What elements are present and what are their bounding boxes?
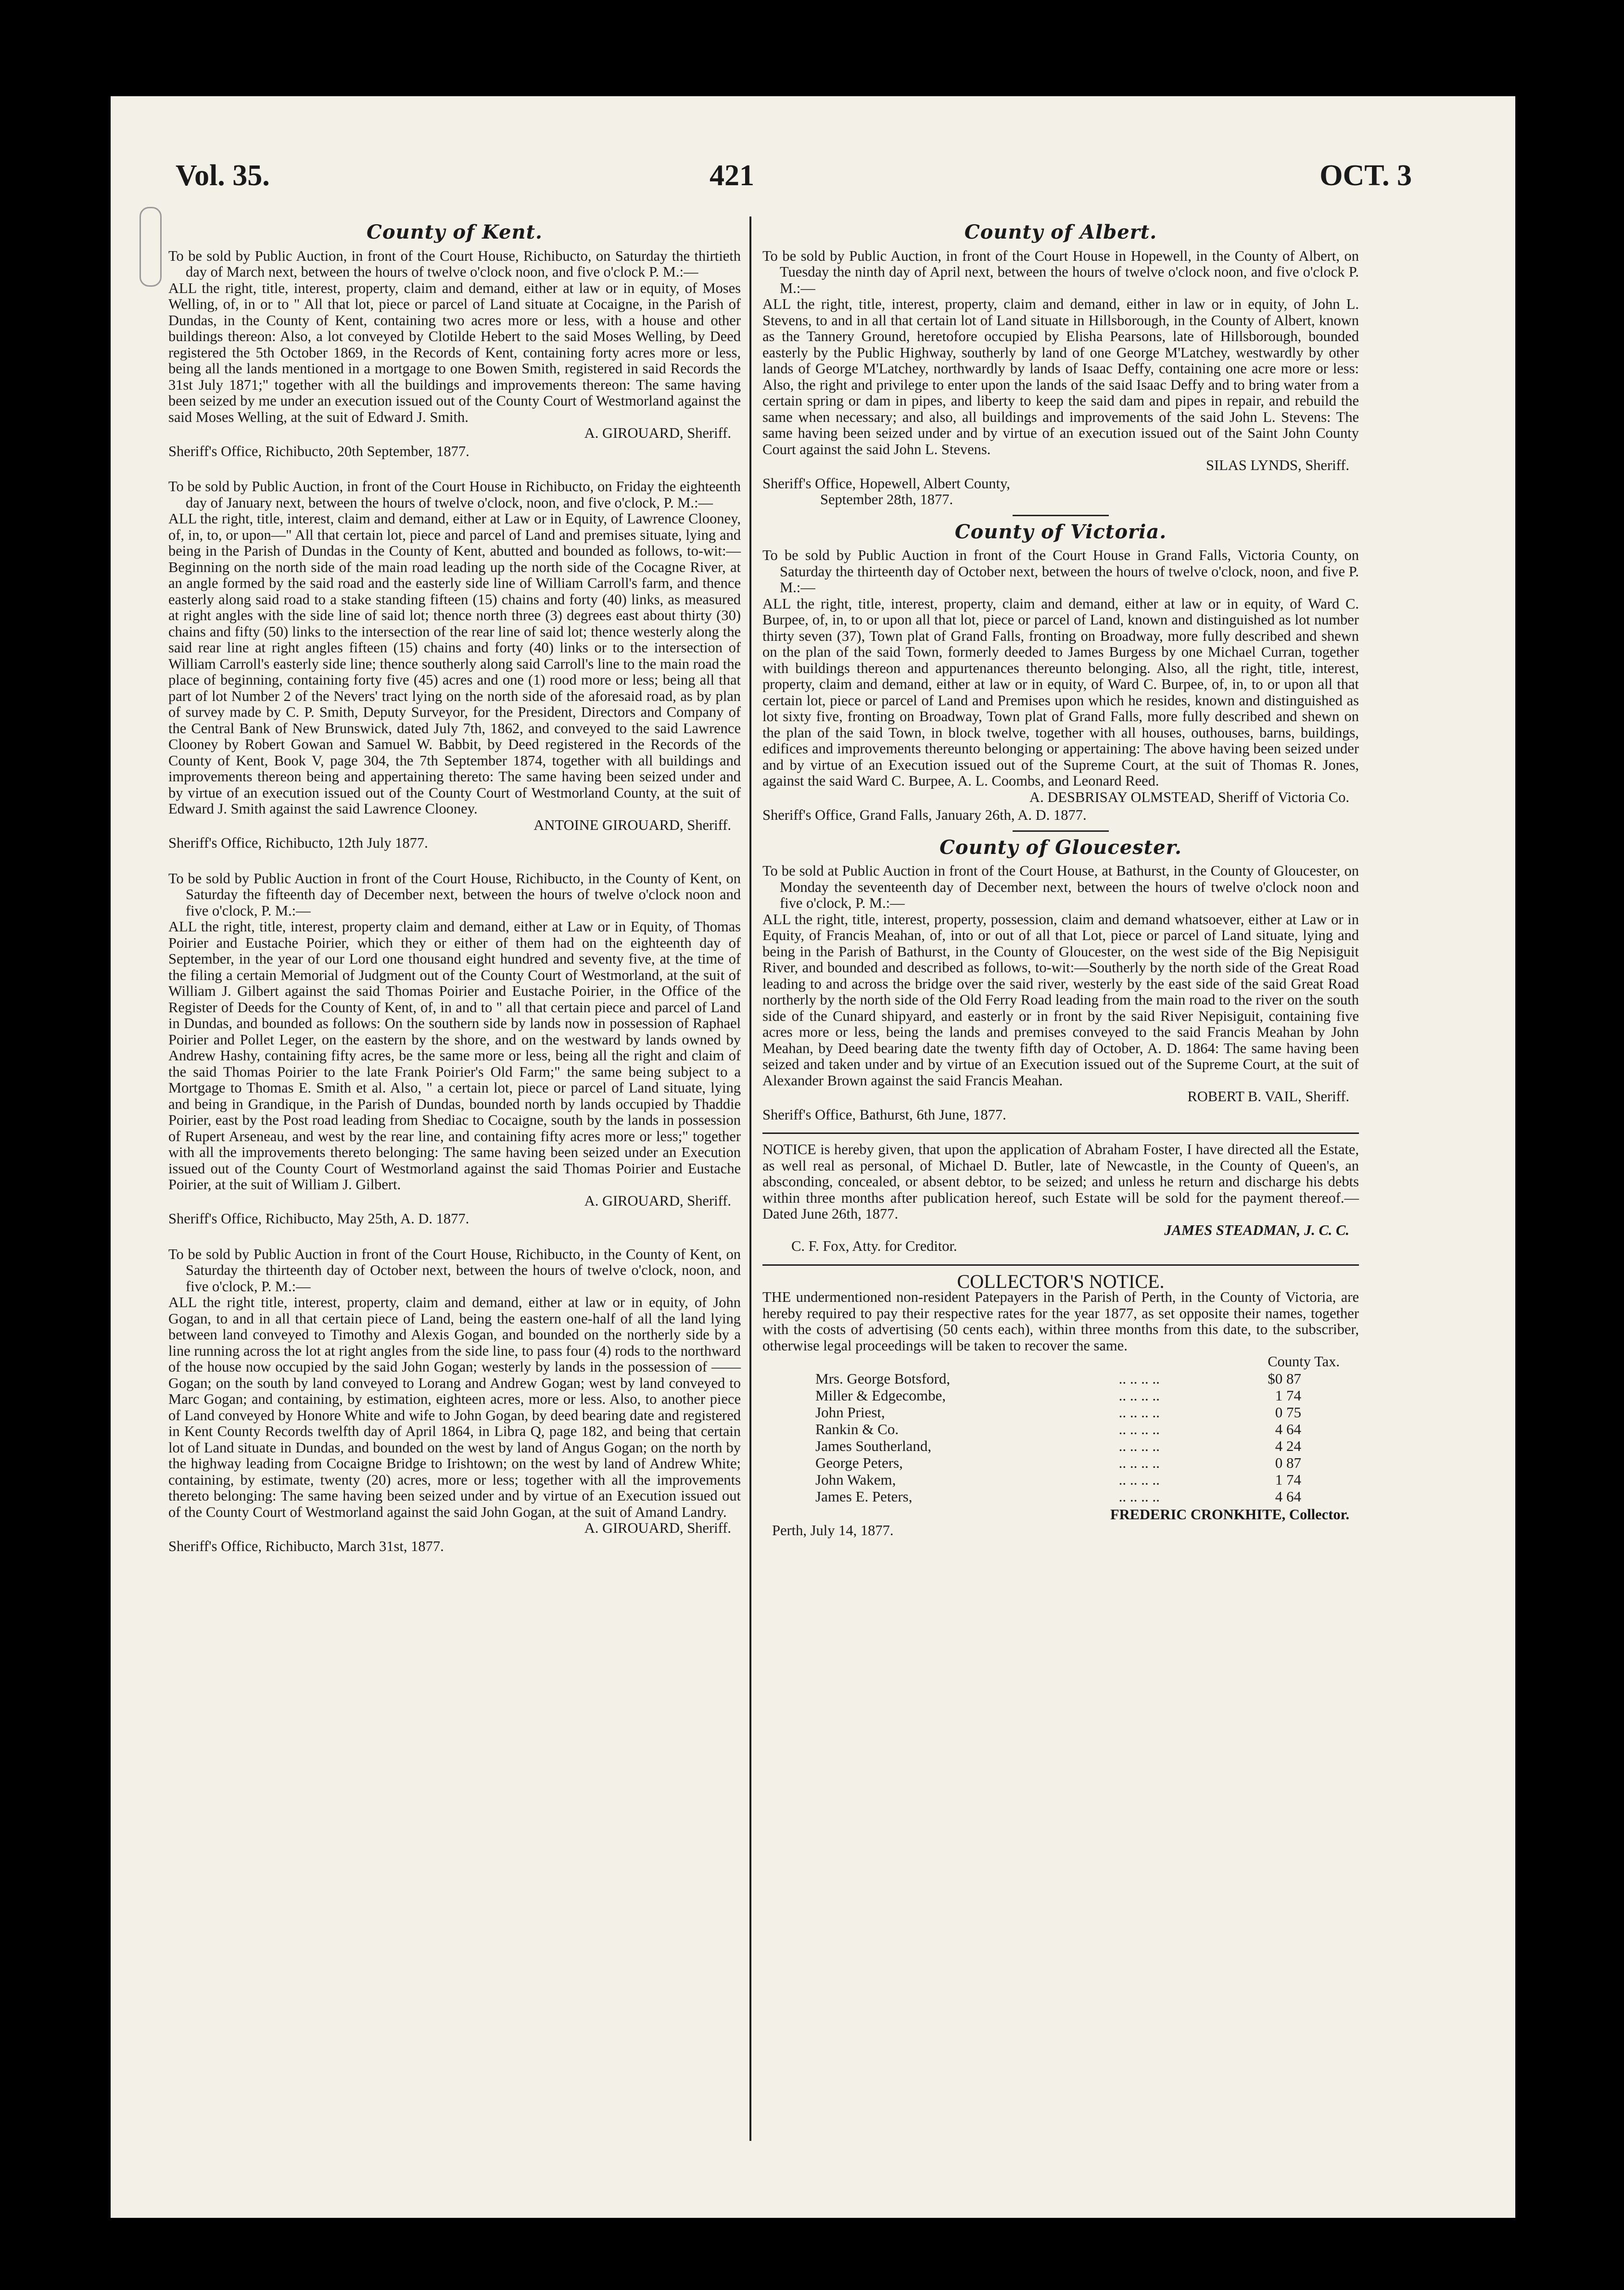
notice-intro: To be sold by Public Auction, in front of the Court House in Hopewell, in the County of Albert, on Tuesday the ninth day of April next, between the hours of twelve o'clock noon, and five o'clock P. M.:— — [762, 247, 1359, 296]
section-title-victoria: County of Victoria. — [954, 520, 1167, 543]
sheriff-signature: A. GIROUARD, Sheriff. — [584, 1520, 731, 1536]
leader-dots: .. .. .. .. — [1118, 1437, 1160, 1454]
binder-clip-outline — [140, 207, 162, 287]
section-title-albert: County of Albert. — [964, 221, 1157, 243]
tax-amount: 1 74 — [1275, 1387, 1301, 1404]
notice-intro: To be sold by Public Auction in front of the Court House in Grand Falls, Victoria County, on Saturday the thirteenth day of October next, between the hours of twelve o'clock, noon, and five P. M.:— — [762, 547, 1359, 596]
section-separator — [1013, 830, 1109, 832]
newspaper-page — [111, 96, 1515, 2218]
notice-body: ALL the right, title, interest, property, possession, claim and demand whatsoever, either at Law or in Equity, of Francis Meahan, of, into or out of all that Lot, piece or parcel of Land situate, lying and being in the Parish of Bathurst, in the County of Gloucester, on the west side of the Big Nepisiguit River, and bounded and described as follows, to-wit:—Southerly by the north side of the Great Road leading to and across the bridge over the said river, westerly by the east side of the said Great Road northerly by the north side of the Old Ferry Road leading from the main road to the river on the south side of the Cunard shipyard, and easterly or in front by the said River Nepisiguit, containing five acres more or less, being the lands and premises conveyed to the said Francis Meahan by John Meahan, by Deed bearing date the twenty fifth day of October, A. D. 1864: The same having been seized and taken under and by virtue of an Execution issued out of the Supreme Court, at the suit of Alexander Brown against the said Francis Meahan. — [762, 911, 1359, 1089]
sheriff-signature: SILAS LYNDS, Sheriff. — [1205, 457, 1349, 473]
tax-amount: 4 64 — [1275, 1488, 1301, 1505]
tax-table — [815, 1370, 1301, 1505]
right-column — [762, 221, 1359, 1539]
absconding-debtor-notice: NOTICE is hereby given, that upon the application of Abraham Foster, I have directed all the Estate, as well real as personal, of Michael D. Butler, late of Newcastle, in the County of Queen's, an absconding, concealed, or absent debtor, to be seized; and unless he return and discharge his debts within three months after publication hereof, such Estate will be sold for the payment thereof.—Dated June 26th, 1877. — [762, 1141, 1359, 1222]
notice-body: ALL the right title, interest, property, claim and demand, either at law or in equity, of John Gogan, to and in all that certain piece of Land, being the eastern one-half of all the land lying between land conveyed to Timothy and Alexis Gogan, and bounded on the northerly side by a line running across the lot at right angles from the side line, to pass four (4) rods to the northward of the house now occupied by the said John Gogan; westerly by lands in the possession of —— Gogan; on the south by land conveyed to Lorang and Andrew Gogan; west by land conveyed to Marc Gogan; and containing, by estimation, eighteen acres, more or less. Also, to another piece of Land conveyed by Honore White and wife to John Gogan, by deed bearing date and registered in Kent County Records twelfth day of April 1864, in Libra Q, page 182, and being that certain lot of Land situate in Dundas, and bounded on the west by land of Angus Gogan; on the north by the highway leading from Cocaigne Bridge to Irishtown; on the west by land of Andrew White; containing, by estimate, twenty (20) acres, more or less; together with all the improvements thereto belonging: The same having been seized under and by virtue of an Execution issued out of the County Court of Westmorland against the said John Gogan, at the suit of Amand Landry. — [168, 1294, 741, 1520]
sheriff-signature: ROBERT B. VAIL, Sheriff. — [1187, 1088, 1349, 1105]
sheriff-office-line: Sheriff's Office, Richibucto, 20th September, 1877. — [168, 443, 469, 459]
leader-dots: .. .. .. .. — [1118, 1403, 1160, 1421]
notice-intro: To be sold by Public Auction in front of the Court House, Richibucto, in the County of Kent, on Saturday the fifteenth day of December next, between the hours of twelve o'clock noon and five o'clock, P. M.:— — [168, 870, 741, 919]
taxpayer-name: George Peters, — [815, 1454, 903, 1471]
tax-amount: $0 87 — [1268, 1370, 1301, 1387]
taxpayer-name: James E. Peters, — [815, 1488, 913, 1505]
leader-dots: .. .. .. .. — [1118, 1471, 1160, 1488]
page-header — [176, 159, 1412, 202]
sheriff-office-line: Sheriff's Office, Richibucto, 12th July 1877. — [168, 835, 428, 851]
page-number: 421 — [710, 159, 754, 192]
notice-body: ALL the right, title, interest, property claim and demand, either at Law or in Equity, of Thomas Poirier and Eustache Poirier, which they or either of them had on the eighteenth day of September, in the year of our Lord one thousand eight hundred and seventy five, at the time of the filing a certain Memorial of Judgment out of the County Court of Westmorland, at the suit of William J. Gilbert against the said Thomas Poirier and Eustache Poirier, in the Office of the Register of Deeds for the County of Kent, of, in and to " all that certain piece and parcel of Land in Dundas, and bounded as follows: On the southern side by lands now in possession of Raphael Poirier and Pollet Leger, on the eastern by the shore, and on the westward by lands owned by Andrew Hashy, containing fifty acres, be the same more or less, being all the right and claim of the said Thomas Poirier to the late Frank Poirier's Old Farm;" the same being subject to a Mortgage to Thomas E. Smith et al. Also, " a certain lot, piece or parcel of Land situate, lying and being in Grandique, in the Parish of Dundas, bounded north by lands occupied by Thaddie Poirier, east by the Post road leading from Shediac to Cocaigne, south by the lands in possession of Rupert Arseneau, and west by the rear line, and containing fifty acres more or less;" together with all the improvements thereto belonging: The same having been seized under an Execution issued out of the County Court of Westmorland against the said Thomas Poirier and Eustache Poirier, at the suit of William J. Gilbert. — [168, 918, 741, 1193]
sheriff-office-line: Sheriff's Office, Bathurst, 6th June, 1877. — [762, 1106, 1006, 1123]
notice-body: ALL the right, title, interest, property, claim and demand, either in law or in equity, of John L. Stevens, to and in all that certain lot of Land situate in Hillsborough, in the County of Albert, known as the Tannery Ground, heretofore occupied by Elisha Pearsons, late of Hillsborough, bounded easterly by the Public Highway, southerly by land of one George M'Latchey, westwardly by other lands of George M'Latchey, northwardly by lands of Isaac Deffy, containing one acre more or less: Also, the right and privilege to enter upon the lands of the said Isaac Deffy and to bring water from a certain spring or dam in pipes, and liberty to keep the said dam and pipes in repair, and rebuild the same when necessary; and also, all buildings and improvements of the said John L. Stevens: The same having been seized under and by virtue of an execution issued out of the Saint John County Court against the said John L. Stevens. — [762, 296, 1359, 458]
notice-rule — [762, 1264, 1359, 1266]
collector-notice-body: THE undermentioned non-resident Patepayers in the Parish of Perth, in the County of Victoria, are hereby required to pay their respective rates for the year 1877, as set opposite their names, together with the costs of advertising (50 cents each), within three months from this date, to the subscriber, otherwise legal proceedings will be taken to recover the same. — [762, 1289, 1359, 1354]
leader-dots: .. .. .. .. — [1118, 1387, 1160, 1404]
leader-dots: .. .. .. .. — [1118, 1420, 1160, 1438]
notice-intro: To be sold at Public Auction in front of the Court House, at Bathurst, in the County of Gloucester, on Monday the seventeenth day of December next, between the hours of twelve o'clock noon and five o'clock, P. M.:— — [762, 863, 1359, 911]
tax-column-header: County Tax. — [1268, 1353, 1340, 1370]
sheriff-office-line: Sheriff's Office, Richibucto, March 31st, 1877. — [168, 1538, 444, 1554]
leader-dots: .. .. .. .. — [1118, 1488, 1160, 1505]
taxpayer-name: Rankin & Co. — [815, 1420, 899, 1438]
sheriff-signature: ANTOINE GIROUARD, Sheriff. — [533, 816, 731, 833]
notice-body: ALL the right, title, interest, claim and demand, either at Law or in Equity, of Lawrence Clooney, of, in, to, or upon—" All that certain lot, piece and parcel of Land and premises situate, lying and being in the Parish of Dundas in the County of Kent, abutted and bounded as follows, to-wit:—Beginning on the north side of the main road leading up the north side of the Cocagne River, at an angle formed by the said road and the easterly side line of William Carroll's farm, and thence easterly along said road to a stake standing fifteen (15) chains and forty (40) links, as measured at right angles with the side line of said lot; thence north three (3) degrees east about thirty (30) chains and fifty (50) links to the intersection of the rear line of said lot; thence westerly along the said rear line at right angles fifteen (15) chains and forty (40) links or to the intersection of William Carroll's easterly side line; thence southerly along said Carroll's line to the main road the place of beginning, containing forty five (45) acres and one (1) rood more or less; being all that part of lot Number 2 of the Nevers' tract lying on the north side of the aforesaid road, as by plan of survey made by C. P. Smith, Deputy Surveyor, for the President, Directors and Company of the Central Bank of New Brunswick, dated July 7th, 1862, and conveyed to the said Lawrence Clooney by Robert Gowan and Samuel W. Babbit, by Deed registered in the Records of the County of Kent, Book V, page 304, the 7th September 1874, together with all buildings and improvements thereon being and appertaining thereto: The same having been seized under and by virtue of an execution issued out of the County Court of Westmorland County, at the suit of Edward J. Smith against the said Lawrence Clooney. — [168, 510, 741, 817]
sheriff-signature: A. GIROUARD, Sheriff. — [584, 425, 731, 441]
collector-notice-title: COLLECTOR'S NOTICE. — [957, 1270, 1165, 1292]
leader-dots: .. .. .. .. — [1118, 1454, 1160, 1471]
sheriff-signature: A. DESBRISAY OLMSTEAD, Sheriff of Victoria Co. — [1029, 789, 1349, 805]
notice-intro: To be sold by Public Auction in front of the Court House, Richibucto, in the County of Kent, on Saturday the thirteenth day of October next, between the hours of twelve o'clock, noon, and five o'clock, P. M.:— — [168, 1246, 741, 1295]
issue-date: OCT. 3 — [1320, 159, 1412, 192]
notice-rule — [762, 1132, 1359, 1134]
collector-date: Perth, July 14, 1877. — [772, 1522, 894, 1539]
tax-amount: 4 24 — [1275, 1437, 1301, 1454]
sheriff-signature: A. GIROUARD, Sheriff. — [584, 1192, 731, 1209]
collector-signature: FREDERIC CRONKHITE, Collector. — [1110, 1506, 1349, 1523]
left-column — [168, 221, 741, 1554]
notice-body: ALL the right, title, interest, property, claim and demand, either at law or in equity, of Ward C. Burpee, of, in, to or upon all that lot, piece or parcel of Land, known and distinguished as lot number thirty seven (37), Town plat of Grand Falls, fronting on Broadway, more fully described and shewn on the plan of the said Town, formerly deeded to James Burgess by one Michael Curran, together with buildings thereon and appurtenances thereunto belonging. Also, all the right, title, interest, property, claim and demand, either at law or in equity, of Ward C. Burpee, of, in, to or upon all that certain lot, piece or parcel of Land and Premises upon which he resides, known and distinguished as lot sixty five, fronting on Broadway, Town plat of Grand Falls, more fully described and shewn on the plan of the said Town, in block twelve, together with all houses, outhouses, barns, buildings, edifices and improvements thereunto belonging or appertaining: The above having been seized under and by virtue of an Execution issued out of the Supreme Court, at the suit of Thomas R. Jones, against the said Ward C. Burpee, A. L. Coombs, and Leonard Reed. — [762, 595, 1359, 789]
volume-number: Vol. 35. — [176, 159, 270, 192]
tax-row — [815, 1488, 1301, 1505]
tax-row — [815, 1471, 1301, 1488]
tax-amount: 4 64 — [1275, 1420, 1301, 1438]
sheriff-office-line: Sheriff's Office, Grand Falls, January 26th, A. D. 1877. — [762, 807, 1087, 823]
taxpayer-name: John Wakem, — [815, 1471, 896, 1488]
notice-intro: To be sold by Public Auction, in front of the Court House, Richibucto, on Saturday the thirtieth day of March next, between the hours of twelve o'clock noon, and five o'clock P. M.:— — [168, 247, 741, 280]
tax-amount: 1 74 — [1275, 1471, 1301, 1488]
section-separator — [1013, 515, 1109, 516]
taxpayer-name: John Priest, — [815, 1403, 885, 1421]
section-title-kent: County of Kent. — [367, 221, 543, 243]
tax-row — [815, 1404, 1301, 1421]
notice-intro: To be sold by Public Auction, in front of the Court House in Richibucto, on Friday the eighteenth day of January next, between the hours of twelve o'clock, noon, and five o'clock, P. M.:— — [168, 478, 741, 511]
judge-signature: JAMES STEADMAN, J. C. C. — [1164, 1221, 1349, 1238]
sheriff-office-date: September 28th, 1877. — [820, 491, 953, 508]
tax-row — [815, 1438, 1301, 1454]
notice-body: ALL the right, title, interest, property, claim and demand, either at law or in equity, of Moses Welling, of, in or to " All that lot, piece or parcel of Land situate at Cocaigne, in the Parish of Dundas, in the County of Kent, containing two acres more or less, with a house and other buildings thereon: Also, a lot conveyed by Clotilde Hebert to the said Moses Welling, by Deed registered the 5th October 1869, in the Records of Kent, containing forty acres more or less, being all the lands mentioned in a mortgage to one Bowen Smith, registered in said Records the 31st July 1871;" together with all the buildings and improvements thereon: The same having been seized by me under an execution issued out of the County Court of Westmorland against the said Moses Welling, at the suit of Edward J. Smith. — [168, 280, 741, 425]
tax-amount: 0 87 — [1275, 1454, 1301, 1471]
leader-dots: .. .. .. .. — [1118, 1370, 1160, 1387]
column-divider — [749, 216, 751, 2141]
sheriff-office-line: Sheriff's Office, Richibucto, May 25th, A. D. 1877. — [168, 1210, 469, 1227]
taxpayer-name: Miller & Edgecombe, — [815, 1387, 946, 1404]
tax-row — [815, 1454, 1301, 1471]
tax-row — [815, 1387, 1301, 1404]
taxpayer-name: James Southerland, — [815, 1437, 932, 1454]
sheriff-office-line: Sheriff's Office, Hopewell, Albert County, — [762, 475, 1010, 492]
tax-row — [815, 1421, 1301, 1438]
tax-row — [815, 1370, 1301, 1387]
taxpayer-name: Mrs. George Botsford, — [815, 1370, 951, 1387]
section-title-gloucester: County of Gloucester. — [939, 836, 1182, 859]
tax-amount: 0 75 — [1275, 1403, 1301, 1421]
attorney-line: C. F. Fox, Atty. for Creditor. — [791, 1238, 957, 1254]
